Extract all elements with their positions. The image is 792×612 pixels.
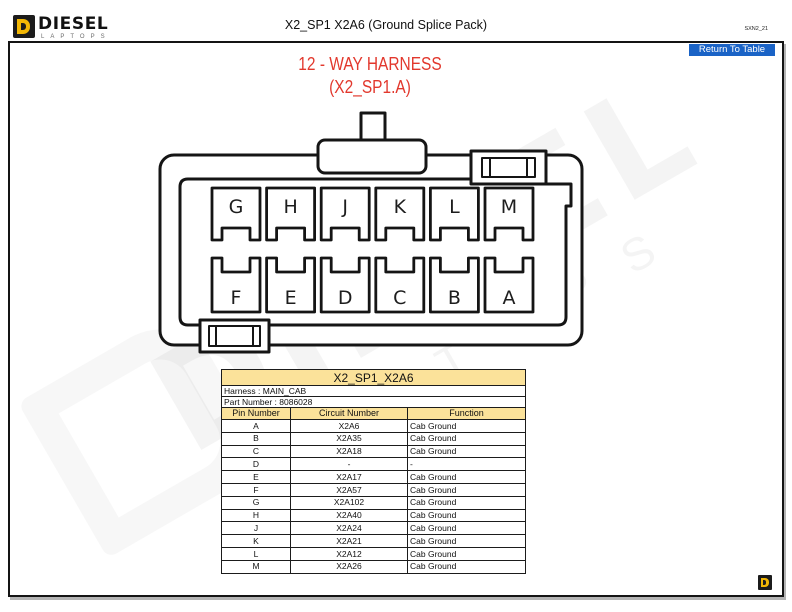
function-cell: Cab Ground [408, 547, 526, 560]
part-number-info: Part Number : 8086028 [222, 397, 526, 408]
table-row [222, 535, 526, 548]
pin-letter: E [284, 287, 297, 309]
table-row [222, 522, 526, 535]
pin-letter: A [502, 287, 516, 309]
table-row [222, 483, 526, 496]
table-row [222, 458, 526, 471]
function-cell: Cab Ground [408, 535, 526, 548]
page-title: X2_SP1 X2A6 (Ground Splice Pack) [284, 18, 488, 32]
circuit-cell: X2A6 [291, 420, 408, 433]
pin-letter: B [447, 287, 461, 309]
function-cell: Cab Ground [408, 509, 526, 522]
top-right-latch [471, 151, 546, 184]
table-row [222, 420, 526, 433]
pin-letter: G [228, 196, 244, 218]
footer-logo-d-counter [763, 580, 766, 585]
function-cell: Cab Ground [408, 560, 526, 573]
pin-cell: L [222, 547, 291, 560]
circuit-cell: X2A102 [291, 496, 408, 509]
logo-d-counter [21, 23, 26, 30]
table-row [222, 560, 526, 573]
pin-cell: D [222, 458, 291, 471]
function-cell: Cab Ground [408, 420, 526, 433]
table-row [222, 445, 526, 458]
function-cell: Cab Ground [408, 522, 526, 535]
table-row [222, 547, 526, 560]
pin-letter: J [342, 196, 349, 218]
table-title-row [222, 370, 526, 386]
harness-connector-id: (X2_SP1.A) [329, 77, 411, 97]
circuit-cell: X2A40 [291, 509, 408, 522]
pin-cell: B [222, 432, 291, 445]
circuit-cell: - [291, 458, 408, 471]
pin-table [221, 369, 526, 574]
circuit-cell: X2A24 [291, 522, 408, 535]
logo-tagline: LAPTOPS [41, 34, 111, 40]
pin-cell: G [222, 496, 291, 509]
pin-cell: M [222, 560, 291, 573]
pin-letter: C [393, 287, 407, 309]
footer-logo-icon [758, 575, 772, 590]
pin-letter: M [500, 196, 518, 218]
pin-cell: C [222, 445, 291, 458]
circuit-cell: X2A18 [291, 445, 408, 458]
function-cell: - [408, 458, 526, 471]
table-title: X2_SP1_X2A6 [222, 370, 526, 386]
pin-cell: H [222, 509, 291, 522]
table-row [222, 496, 526, 509]
pin-cell: F [222, 483, 291, 496]
circuit-cell: X2A12 [291, 547, 408, 560]
pin-letter: L [449, 196, 460, 218]
pin-cell: K [222, 535, 291, 548]
function-cell: Cab Ground [408, 483, 526, 496]
brand-logo [12, 13, 112, 43]
function-cell: Cab Ground [408, 432, 526, 445]
connector-diagram [150, 105, 595, 360]
pin-letter: D [337, 287, 353, 309]
function-cell: Cab Ground [408, 496, 526, 509]
circuit-cell: X2A21 [291, 535, 408, 548]
circuit-cell: X2A35 [291, 432, 408, 445]
return-to-table-button[interactable]: Return To Table [689, 44, 775, 56]
diesel-laptops-logo-icon [13, 15, 35, 38]
function-cell: Cab Ground [408, 445, 526, 458]
pin-cell: A [222, 420, 291, 433]
table-row [222, 432, 526, 445]
circuit-cell: X2A26 [291, 560, 408, 573]
logo-wordmark: DIESEL [38, 14, 109, 34]
harness-title: 12 - WAY HARNESS [298, 54, 442, 74]
pin-cell: J [222, 522, 291, 535]
part-number-row [222, 397, 526, 408]
column-header-circuit: Circuit Number [291, 408, 408, 420]
pin-letter: F [230, 287, 242, 309]
pin-letter: H [283, 196, 298, 218]
bottom-left-latch [200, 320, 269, 352]
table-header-row [222, 408, 526, 420]
top-latch [318, 140, 426, 173]
table-row [222, 509, 526, 522]
column-header-pin: Pin Number [222, 408, 291, 420]
function-cell: Cab Ground [408, 471, 526, 484]
circuit-cell: X2A17 [291, 471, 408, 484]
pin-letter: K [393, 196, 407, 218]
table-row [222, 471, 526, 484]
circuit-cell: X2A57 [291, 483, 408, 496]
column-header-function: Function [408, 408, 526, 420]
harness-info: Harness : MAIN_CAB [222, 386, 526, 397]
pin-cell: E [222, 471, 291, 484]
harness-row [222, 386, 526, 397]
page-code: SXN2_21 [744, 26, 768, 32]
